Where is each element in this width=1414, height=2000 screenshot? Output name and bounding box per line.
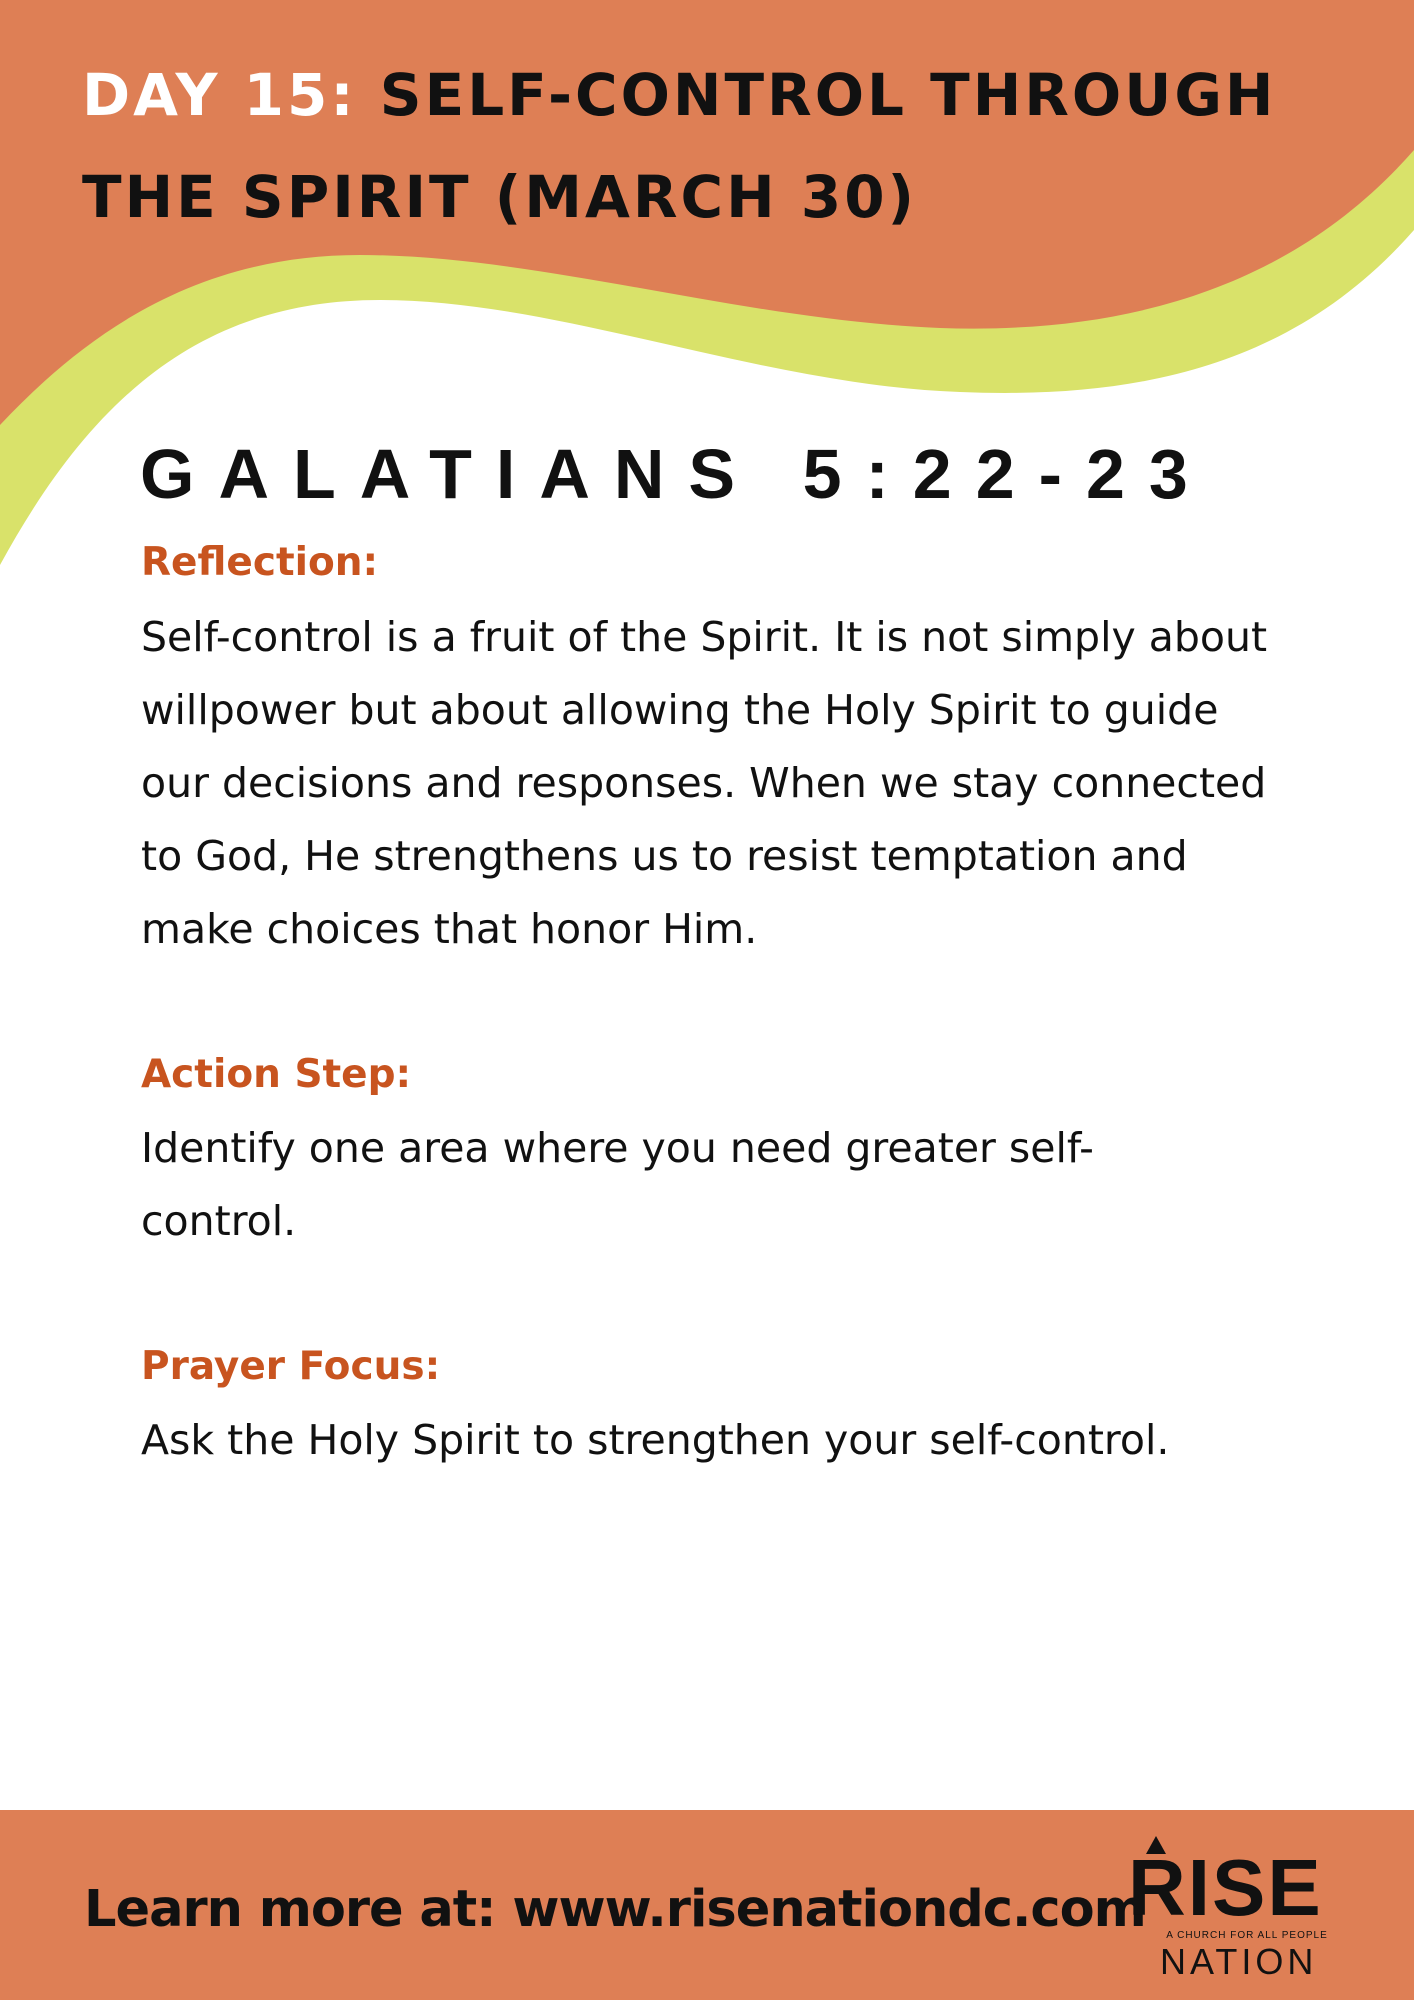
prayer-focus-heading: Prayer Focus: (141, 1344, 441, 1389)
rise-nation-logo (1120, 1832, 1360, 1982)
prayer-focus-body: Ask the Holy Spirit to strengthen your self-control. (141, 1416, 1170, 1464)
day-label: DAY 15: (82, 61, 357, 129)
scripture-reference: GALATIANS 5:22-23 (140, 435, 1212, 513)
footer-bar (0, 1810, 1414, 2000)
action-step-body: Identify one area where you need greater self-control. (141, 1124, 1094, 1245)
page-title (82, 44, 1322, 248)
logo-tagline: A CHURCH FOR ALL PEOPLE (1166, 1930, 1328, 1941)
logo-subtitle: NATION (1160, 1941, 1318, 1982)
reflection-body: Self-control is a fruit of the Spirit. It is not simply about willpower but about allowing the Holy Spirit to guide our decisions and responses. When we stay connected to God, He strengthens us to resist temptation and make choices that honor Him. (141, 613, 1268, 953)
reflection-heading: Reflection: (141, 540, 379, 585)
logo-wordmark: RISE (1128, 1843, 1323, 1932)
footer-website-text[interactable]: Learn more at: www.risenationdc.com (84, 1880, 1146, 1939)
title-text: SELF-CONTROL THROUGH THE SPIRIT (MARCH 30) (82, 61, 1277, 231)
action-step-heading: Action Step: (141, 1052, 412, 1097)
